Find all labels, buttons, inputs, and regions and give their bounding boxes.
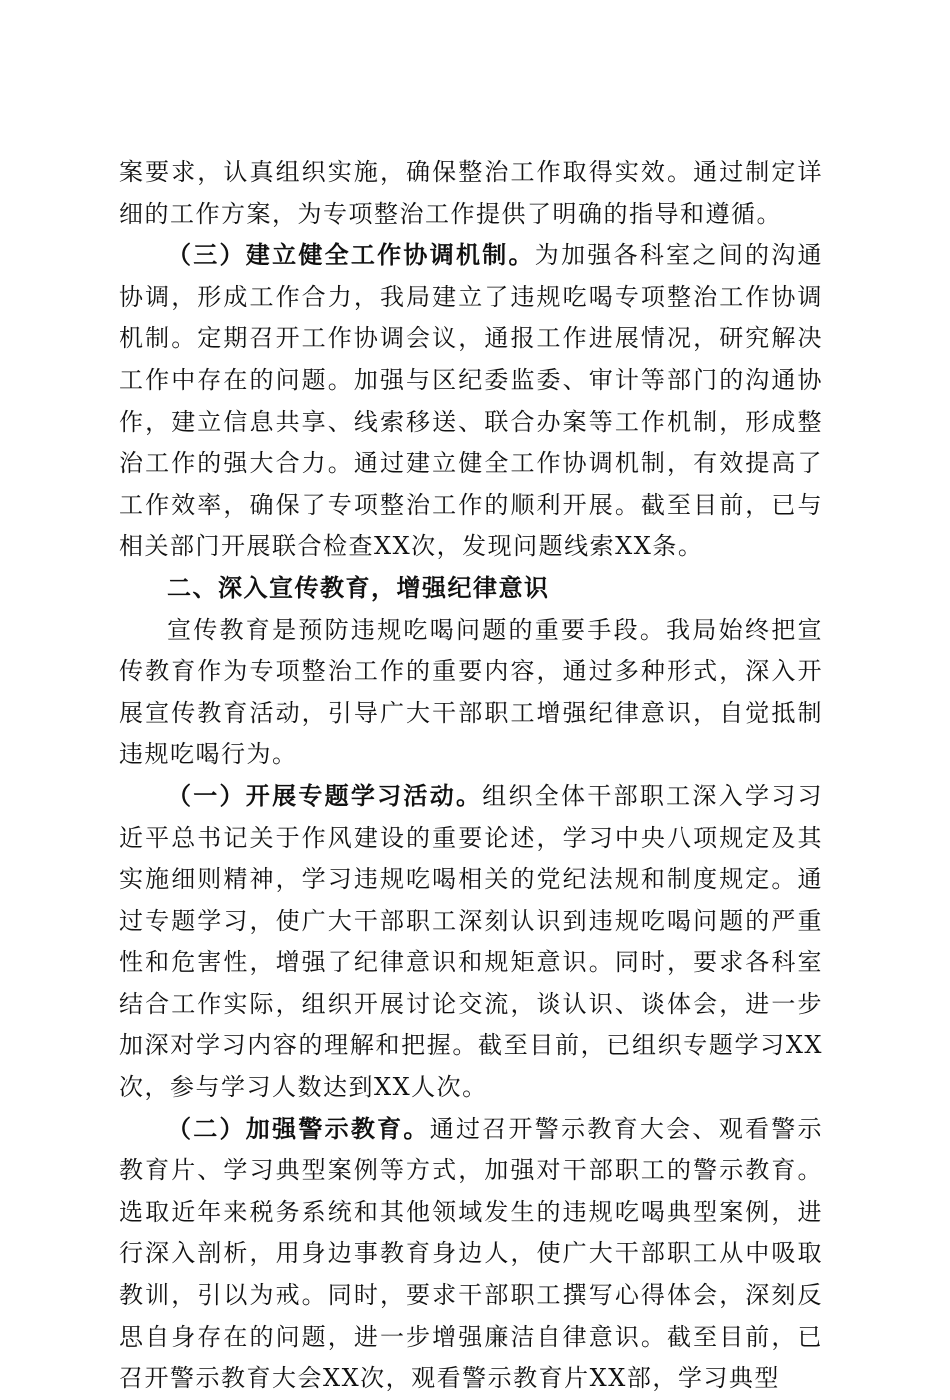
paragraph-lead: （一）开展专题学习活动。 [167, 781, 483, 810]
paragraph-text: 宣传教育是预防违规吃喝问题的重要手段。我局始终把宣传教育作为专项整治工作的重要内容，通过多种形式，深入开展宣传教育活动，引导广大干部职工增强纪律意识，自觉抵制违规吃喝行为。 [119, 615, 823, 769]
paragraph-warning-education [119, 1109, 823, 1400]
section-heading: 二、深入宣传教育，增强纪律意识 [167, 573, 550, 602]
paragraph-study-activity [119, 776, 823, 1109]
paragraph-continuation [119, 152, 823, 235]
paragraph-intro [119, 610, 823, 776]
paragraph-coordination-mechanism [119, 235, 823, 568]
paragraph-lead: （三）建立健全工作协调机制。 [167, 241, 535, 270]
paragraph-lead: （二）加强警示教育。 [167, 1114, 430, 1143]
paragraph-text: 通过召开警示教育大会、观看警示教育片、学习典型案例等方式，加强对干部职工的警示教育。选取近年来税务系统和其他领域发生的违规吃喝典型案例，进行深入剖析，用身边事教育身边人，使广大干部职工从中吸取教训，引以为戒。同时，要求干部职工撰写心得体会，深刻反思自身存在的问题，进一步增强廉洁自律意识。截至目前，已召开警示教育大会XX次，观看警示教育片XX部，学习典型 [119, 1114, 824, 1393]
document-body [119, 152, 823, 1400]
paragraph-text: 为加强各科室之间的沟通协调，形成工作合力，我局建立了违规吃喝专项整治工作协调机制。定期召开工作协调会议，通报工作进展情况，研究解决工作中存在的问题。加强与区纪委监委、审计等部门的沟通协作，建立信息共享、线索移送、联合办案等工作机制，形成整治工作的强大合力。通过建立健全工作协调机制，有效提高了工作效率，确保了专项整治工作的顺利开展。截至目前，已与相关部门开展联合检查XX次，发现问题线索XX条。 [119, 241, 824, 561]
paragraph-text: 组织全体干部职工深入学习习近平总书记关于作风建设的重要论述，学习中央八项规定及其实施细则精神，学习违规吃喝相关的党纪法规和制度规定。通过专题学习，使广大干部职工深刻认识到违规吃喝问题的严重性和危害性，增强了纪律意识和规矩意识。同时，要求各科室结合工作实际，组织开展讨论交流，谈认识、谈体会，进一步加深对学习内容的理解和把握。截至目前，已组织专题学习XX次，参与学习人数达到XX人次。 [119, 781, 823, 1102]
paragraph-text: 案要求，认真组织实施，确保整治工作取得实效。通过制定详细的工作方案，为专项整治工作提供了明确的指导和遵循。 [119, 158, 823, 228]
